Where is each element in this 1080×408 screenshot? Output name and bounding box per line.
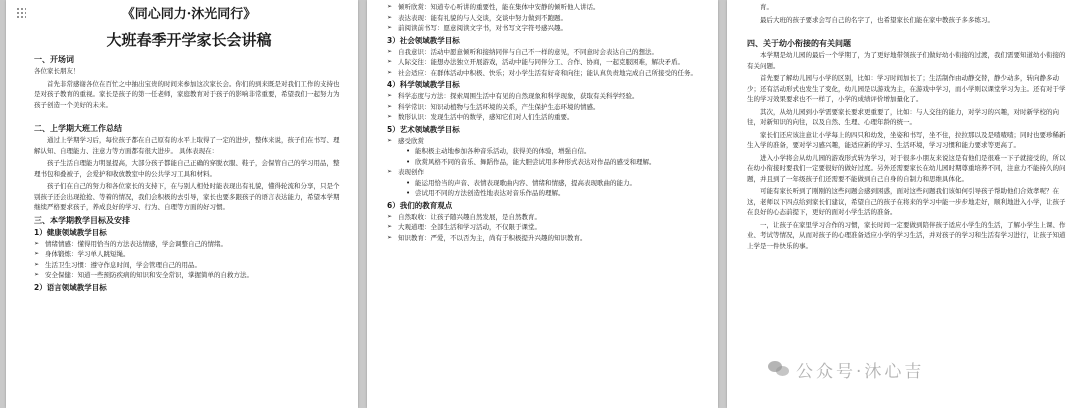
- document-title: 《同心同力·沐光同行》: [121, 7, 257, 22]
- list-item: ➢ 科学常识：知识动植物与生活环境的关系，产生保护生态环境的情感。: [387, 102, 704, 113]
- document-page-1: [6, 0, 358, 408]
- paragraph: 孩子们在自己的努力和各位家长的支持下，在与别人相处时能表现出有礼貌，懂得轮流和分享，只是个别孩子还会出现抢抢、等着的情况，我们会积极的去引导，家长也要多跟孩子的语言表达能力，希望本学期继续严格要求孩子，养成良好的学习、行为、自理等方面的好习惯。: [34, 182, 340, 211]
- paragraph: 其次，从幼儿园到小学需要家长要求更重要了，比如：与人交往的能力，对学习的兴趣，对时新学校的向往，对新知识的向往，以及自然、生理、心理年龄的统一。: [747, 107, 1059, 126]
- watermark: [768, 356, 1068, 382]
- paragraph: 进入小学将会从幼儿园的游戏形式转为学习，对于很多小朋友来说这是有他们是很难一下子就接受的，所以在幼小衔接时要我们一定要很好的做好过度。另外还需要家长在幼儿园时期尊重培养不同，注意力不能持久的问题，并且到了一年级孩子们还需要不能做到自己自身的自制力和思维具体化。: [747, 153, 1066, 183]
- drag-handle-icon[interactable]: [16, 7, 26, 19]
- list-subitem: • 能积极主动地参加各种音乐活动，获得美的体验，增强自信。: [387, 146, 704, 157]
- list-item: ➢ 自我意识：活动中愿意倾听和接纳同伴与自己不一样的意见，不同意时会表达自己的想法。: [387, 47, 704, 58]
- section-heading-summary: 二、上学期大班工作总结: [34, 124, 122, 133]
- section-heading-goals: 三、本学期教学目标及安排: [34, 215, 130, 225]
- list-item: ➢ 表达表现：能有礼貌的与人交谈，交谈中努力做到不跑题。: [387, 13, 704, 24]
- list-item: ➢ 大观道理：全部生活和学习活动，不仅限于课堂。: [387, 222, 704, 233]
- language-goal-list: [387, 2, 704, 34]
- list-item: ➢ 人际交往：能想办法独立开展游戏，活动中能与同伴分工、合作、协商，一起克服困难，解决矛盾。: [387, 57, 704, 68]
- list-item: ➢ 身体锻炼：学习单人跳短绳。: [34, 249, 344, 260]
- list-subitem: • 能运用恰当的声音、表情表现歌曲内容、情绪和情感，提高表现歌曲的能力。: [387, 178, 704, 189]
- health-goal-list: [34, 239, 344, 281]
- paragraph: 本学期是幼儿园的最后一个学期了，为了更好地带领孩子们做好幼小衔接的过渡，我们需要知道幼小衔接的有关问题。: [747, 51, 1066, 70]
- subheading-art: 5）艺术领域教学目标: [387, 124, 460, 134]
- list-item: ➢ 科学态度与方法：探索周围生活中有见的自然现象和科学现象，获取有关科学经验。: [387, 91, 704, 102]
- section-heading-transition: 四、关于幼小衔接的有关问题: [747, 39, 851, 48]
- list-item: ➢ 表现创作: [387, 167, 704, 178]
- paragraph: 最后大班的孩子要求会写自己的名字了，也希望家长们能在家中教孩子多多练习。: [760, 15, 994, 24]
- list-item: ➢ 情绪情感：懂得用恰当的方法表达情感，学会调整自己的情绪。: [34, 239, 344, 250]
- list-item: ➢ 前阅读前书写：愿意阅读文字书，对书写文字符号感兴趣。: [387, 23, 704, 34]
- views-list: [387, 212, 704, 244]
- paragraph: 可能有家长听到了刚刚的这些问题会感到困惑，面对这些问题我们该如何引导孩子帮助他们合效孝呢？在这，老师以下四点给到家长们建议，希望自己的孩子在将来的学习中能一步步地走好，顺利地进入小学，让孩子在良好的心态前提下，更好的面对小学生活的准备。: [747, 187, 1066, 216]
- greeting: 各位家长朋友！: [34, 67, 80, 75]
- watermark-text: 公众号·沐心吉: [796, 361, 925, 382]
- paragraph: 首先非常感谢各位在百忙之中抽出宝贵的时间来参加这次家长会。你们的到来既是对我们工作的支持也是对孩子教育的重视。家长是孩子的第一任老师，家庭教育对于孩子的影响非常重要，希望我们一起努力为孩子创造一个美好的未来。: [34, 79, 340, 109]
- document-page-2: [367, 0, 718, 408]
- document-page-3: [727, 0, 1080, 408]
- art-goal-list: [387, 136, 704, 199]
- list-item: ➢ 感受欣赏: [387, 136, 704, 147]
- list-item: ➢ 生活卫生习惯：遵守作息时间，学会管理自己的用品。: [34, 260, 344, 271]
- paragraph: 通过上学期学习后，每位孩子都在自己原有的水平上取得了一定的进步，整体来说，孩子们在书写、理解认知、自理能力、注意力等方面都有很大进步。 具体表现在：: [34, 136, 340, 155]
- paragraph: 家长们还应该注意让小学每上的四只和幼发，坐姿和书写，坐不住，拉拉那以及是喳喳喳；同时也要珍稀新生入学的准备，要对学习感兴趣，能适应新的学习、生活环境，学习习惯和能力要求等更高了。: [747, 130, 1066, 149]
- paragraph: 育。: [760, 3, 773, 11]
- paragraph: 一，让孩子在家里学习合作的习惯，家长时间一定要做到陪伴孩子适应小学生的生活，了解小学生上课、作业、考试等情况，从而对孩子的心理准备适应小学的学习生活，并对孩子的学习和生活有学习进行，让孩子知道上学是一件快乐的事。: [747, 220, 1066, 250]
- paragraph: 首先要了解幼儿园与小学的区别，比如：学习时间加长了；生活制作由动静交替，静少动多，转向静多动少；还有活动形式也发生了变化，幼儿园是以游戏为主，在游戏中学习，而小学则以课堂学习为主。还有对于学生的学习效果要求也不一样了，小学的成绩评价增加量化了。: [747, 74, 1066, 103]
- subheading-science: 4）科学领域教学目标: [387, 80, 460, 89]
- wechat-icon: [768, 358, 790, 380]
- list-item: ➢ 社会适应：在群体活动中积极、快乐；对小学生活有好奇和向往；能认真负责地完成自己所接受的任务。: [387, 68, 704, 79]
- section-heading-opening: 一、开场词: [34, 55, 74, 64]
- list-item: ➢ 安全保健：知道一些预防疾病的知识和安全常识，掌握简单的自救方法。: [34, 270, 344, 281]
- list-item: ➢ 自然取收：让孩子随兴趣自然发展，是自然教育。: [387, 212, 704, 223]
- list-item: ➢ 数形认识：发现生活中的数学，感知它们对人们生活的重要。: [387, 112, 704, 123]
- subheading-health: 1）健康领域教学目标: [34, 227, 107, 237]
- document-subtitle: 大班春季开学家长会讲稿: [106, 31, 272, 49]
- subheading-social: 3）社会领域教学目标: [387, 35, 460, 45]
- subheading-language: 2）语言领域教学目标: [34, 282, 107, 292]
- subheading-views: 6）我们的教育观点: [387, 200, 453, 210]
- list-item: ➢ 知识教育：严爱，不以否为主，尚有于积极提升兴趣的知识教育。: [387, 233, 704, 244]
- science-goal-list: [387, 91, 704, 123]
- list-item: ➢ 倾听欣赏：知道专心听讲的重要性，能在集体中安静的倾听他人讲话。: [387, 2, 704, 13]
- list-subitem: • 尝试用不同的方法创造性地表达对音乐作品的理解。: [387, 188, 704, 199]
- list-subitem: • 欣赏风格不同的音乐、舞蹈作品，能大胆尝试用多种形式表达对作品的感受和理解。: [387, 157, 704, 168]
- social-goal-list: [387, 47, 704, 79]
- paragraph: 孩子生活自理能力明显提高，大部分孩子都能自己正确的穿脱衣服、鞋子，会保管自己的学习用品，整理书包和叠被子，会爱护和收放教室中的公共学习工具和材料。: [34, 159, 340, 178]
